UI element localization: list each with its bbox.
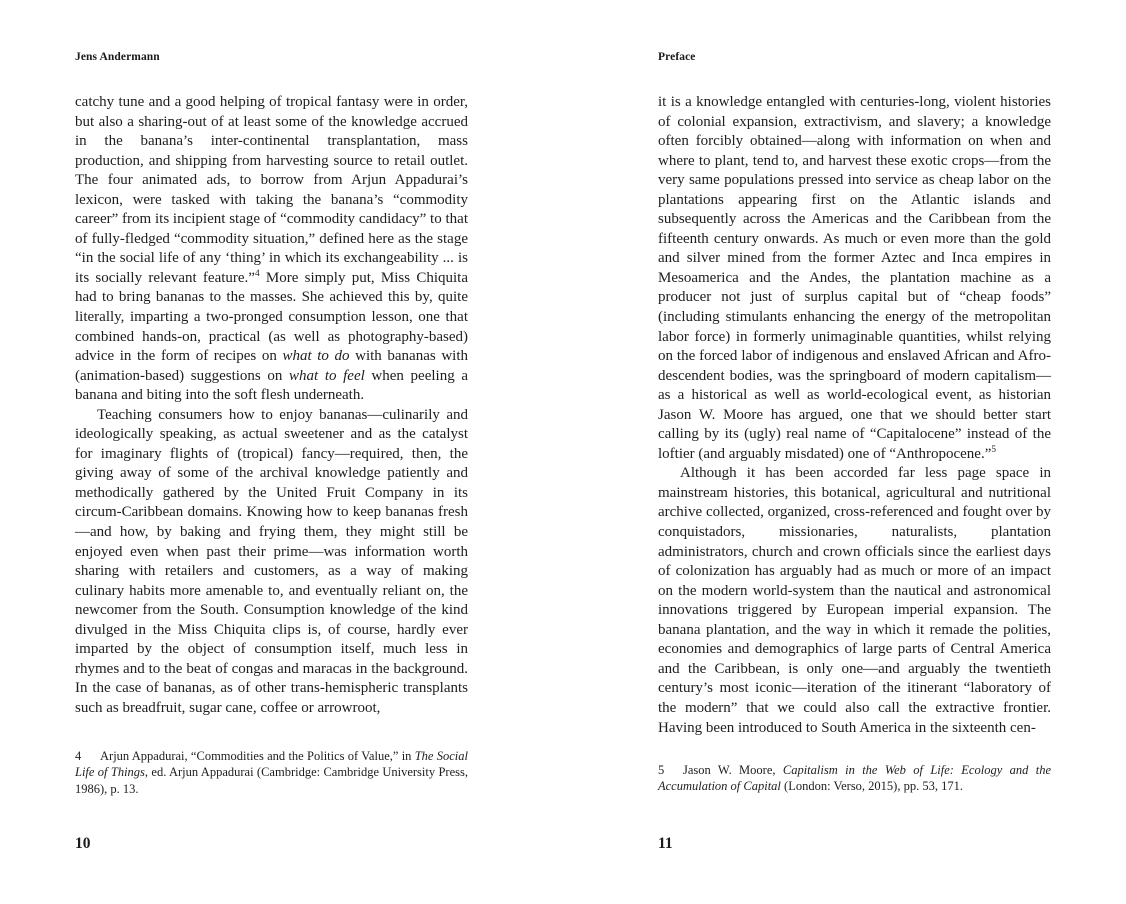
text-segment: The Social Life of Things: [75, 749, 468, 780]
paragraph: [75, 406, 468, 719]
text-segment: what to do: [282, 348, 350, 365]
footnote-number: 5: [658, 763, 665, 777]
footnote-marker: 4: [254, 268, 260, 279]
running-head-author: Jens Andermann: [75, 51, 160, 63]
page-right: [658, 0, 1051, 904]
body-text-right: [658, 93, 1051, 738]
text-segment: More simply put, Miss Chiquita had to bring bananas to the masses. She achieved this by, quite literally, imparting a two-pronged consumption lesson, one that combined hands-on, practical (as well as photography-based) advice in the form of recipes on: [75, 269, 469, 365]
text-segment: Arjun Appadurai, “Commodities and the Politics of Value,” in: [100, 749, 415, 763]
text-segment: with bananas with (animation-based) suggestions on: [75, 348, 468, 384]
text-segment: Capitalism in the Web of Life: Ecology and the Accumulation of Capital: [658, 763, 1051, 794]
page-left: [75, 0, 468, 904]
footnotes-right: [658, 762, 1051, 795]
text-segment: Although it has been accorded far less page space in mainstream histories, this botanical, agricultural and nutritional archive collected, organized, cross-referenced and fought over by conquistadors, missionaries, naturalists, plantation administrators, church and crown officials since the earliest days of colonization has arguably had as much or more of an impact on the modern world-system than the nautical and astronomical innovations triggered by European imperial expansion. The banana plantation, and the way in which it remade the polities, economies and demographics of large parts of Central America and the Caribbean, is only one—and arguably the twentieth century’s most iconic—iteration of the itinerant “laboratory of the modern” that we could also call the extractive frontier. Having been introduced to South America in the sixteenth cen-: [658, 465, 1051, 736]
body-text-left: [75, 93, 468, 719]
footnote-marker: 5: [991, 444, 997, 455]
footnote: [75, 748, 468, 797]
paragraph: [658, 464, 1051, 738]
text-segment: Teaching consumers how to enjoy bananas—culinarily and ideologically speaking, as actual sweetener and as the catalyst for imaginary flights of (tropical) fancy—required, then, the giving away of some of the archival knowledge patiently and methodically gathered by the United Fruit Company in its circum-Caribbean domains. Knowing how to keep bananas fresh—and how, by baking and frying them, they might still be enjoyed even when past their prime—was information worth sharing with retailers and customers, as a way of making culinary habits more amenable to, and eventually reliant on, the newcomer from the South. Consumption knowledge of the kind divulged in the Miss Chiquita clips is, of course, hardly ever imparted by the object of consumption itself, much less in rhymes and to the beat of congas and maracas in the background. In the case of bananas, as of other trans-hemispheric transplants such as breadfruit, sugar cane, coffee or arrowroot,: [75, 406, 468, 716]
text-segment: Jason W. Moore,: [683, 763, 783, 777]
paragraph: [658, 93, 1051, 464]
text-segment: what to feel: [289, 367, 365, 384]
footnote-number: 4: [75, 749, 82, 763]
page-number-left: 10: [75, 835, 91, 852]
text-segment: it is a knowledge entangled with centuries-long, violent histories of colonial expansion, extractivism, and slavery; a knowledge often forcibly obtained—along with information on when and where to plant, tend to, and harvest these exotic crops—from the very same populations pressed into service as cheap labor on the plantations appearing first on the Atlantic islands and subsequently across the Americas and the Caribbean from the fifteenth century onwards. As much or even more than the gold and silver mined from the former Aztec and Inca empires in Mesoamerica and the Andes, the plantation machine as a producer not just of surplus capital but of “cheap foods” (including stimulants enhancing the energy of the metropolitan labor force) in formerly unimaginable quantities, whilst relying on the forced labor of indigenous and enslaved African and Afro-descendent bodies, was the springboard of modern capitalism—as a historical as well as world-ecological event, as historian Jason W. Moore has argued, one that we should better start calling by its (ugly) real name of “Capitalocene” instead of the loftier (and arguably misdated) one of “Anthropocene.”: [658, 94, 1051, 462]
text-segment: (London: Verso, 2015), pp. 53, 171.: [780, 779, 963, 794]
footnotes-left: [75, 748, 468, 797]
paragraph: [75, 93, 468, 406]
page-number-right: 11: [658, 835, 673, 852]
text-segment: when peeling a banana and biting into the soft flesh underneath.: [75, 367, 468, 404]
text-segment: , ed. Arjun Appadurai (Cambridge: Cambridge University Press, 1986), p. 13.: [75, 765, 468, 796]
footnote: [658, 762, 1051, 795]
running-head-chapter: Preface: [658, 51, 696, 63]
text-segment: catchy tune and a good helping of tropical fantasy were in order, but also a sharing-out of at least some of the knowledge accrued in the banana’s inter-continental transplantation, mass production, and shipping from harvesting source to retail outlet. The four animated ads, to borrow from Arjun Appadurai’s lexicon, were tasked with taking the banana’s “commodity career” from its incipient stage of “commodity candidacy” to that of fully-fledged “commodity situation,” defined here as the stage “in the social life of any ‘thing’ in which its exchangeability ... is its socially relevant feature.”: [75, 94, 468, 286]
